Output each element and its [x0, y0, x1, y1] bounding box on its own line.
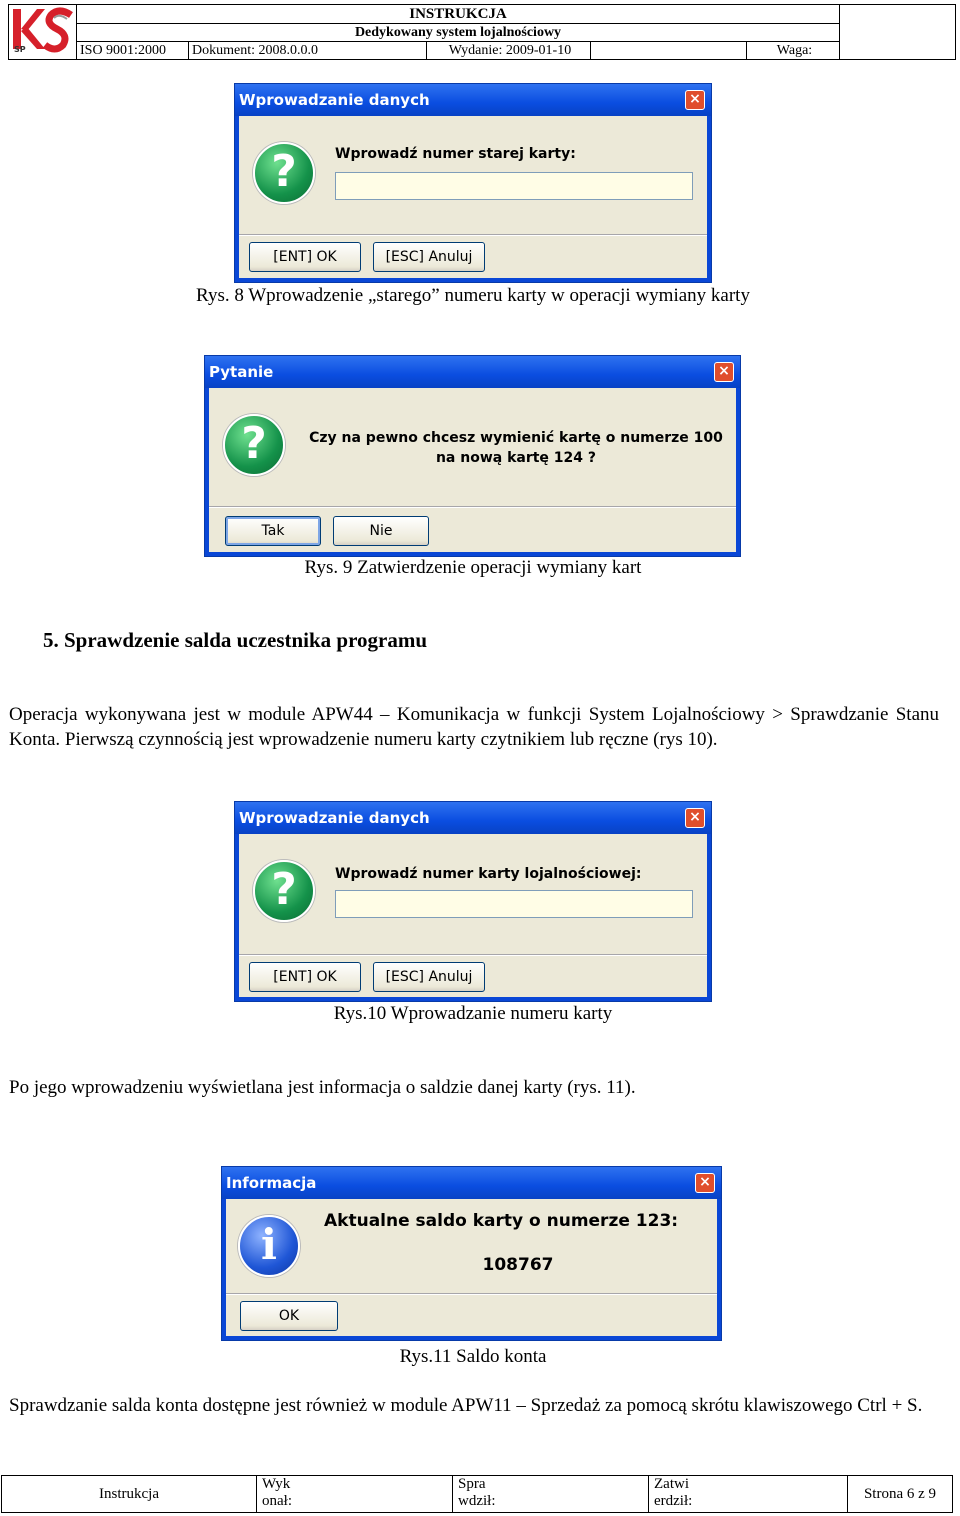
- company-logo: [9, 5, 77, 59]
- footer-approved-by: [649, 1476, 848, 1512]
- information-dialog: [221, 1166, 722, 1341]
- message-line-2: na nową kartę 124 ?: [435, 450, 597, 466]
- ok-button[interactable]: [ENT] OK: [249, 962, 361, 992]
- close-icon[interactable]: ×: [685, 808, 705, 828]
- input-dialog-old-card: [234, 83, 712, 283]
- ok-button[interactable]: [ENT] OK: [249, 242, 361, 272]
- question-dialog: [204, 355, 741, 557]
- loyalty-card-input[interactable]: [335, 890, 693, 918]
- document-title: INSTRUKCJA: [409, 6, 507, 22]
- balance-message: Aktualne saldo karty o numerze 123:: [324, 1211, 679, 1231]
- balance-value: 108767: [482, 1255, 554, 1275]
- edition-date: Wydanie: 2009-01-10: [427, 42, 591, 60]
- figure-caption-10: Rys.10 Wprowadzanie numeru karty: [333, 1003, 613, 1024]
- dialog-title: Wprowadzanie danych: [235, 802, 711, 834]
- footer-approved-line2: erdził:: [654, 1493, 693, 1509]
- document-header: [8, 4, 956, 60]
- document-subtitle: Dedykowany system lojalnościowy: [77, 23, 839, 41]
- empty-meta-cell: [591, 42, 747, 60]
- footer-performed-line1: Wyk: [262, 1476, 291, 1492]
- footer-page-number: Strona 6 z 9: [863, 1486, 937, 1502]
- dialog-title: Pytanie: [205, 356, 740, 388]
- document-meta-row: [77, 41, 839, 59]
- figure-caption-8: Rys. 8 Wprowadzenie „starego” numeru karty w operacji wymiany karty: [196, 285, 750, 306]
- dialog-body: [239, 116, 707, 278]
- cancel-button[interactable]: [ESC] Anuluj: [373, 242, 485, 272]
- logo-text: SP: [14, 45, 26, 54]
- dialog-body: [226, 1199, 717, 1336]
- paragraph-shortcut: Sprawdzanie salda konta dostępne jest również w module APW11 – Sprzedaż za pomocą skrótu klawiszowego Ctrl + S.: [9, 1395, 923, 1416]
- dialog-prompt: Wprowadź numer karty lojalnościowej:: [335, 866, 642, 882]
- close-icon[interactable]: ×: [685, 90, 705, 110]
- message-line-1: Czy na pewno chcesz wymienić kartę o numerze 100: [309, 430, 723, 446]
- separator: [239, 954, 707, 956]
- cancel-button[interactable]: [ESC] Anuluj: [373, 962, 485, 992]
- close-icon[interactable]: ×: [714, 362, 734, 382]
- dialog-title: Wprowadzanie danych: [235, 84, 711, 116]
- close-icon[interactable]: ×: [695, 1173, 715, 1193]
- header-empty-cell: [839, 5, 955, 59]
- ok-button[interactable]: OK: [240, 1301, 338, 1331]
- section-heading: 5. Sprawdzenie salda uczestnika programu: [43, 628, 428, 652]
- footer-doc-type: Instrukcja: [2, 1476, 257, 1512]
- no-button[interactable]: Nie: [333, 516, 429, 546]
- question-icon: ?: [253, 860, 315, 922]
- card-number-input[interactable]: [335, 172, 693, 200]
- weight-label: Waga:: [776, 43, 813, 58]
- paragraph-operation: Operacja wykonywana jest w module APW44 – Komunikacja w funkcji System Lojalnościowy > Sprawdzanie Stanu Konta. Pierwszą czynnością jest wprowadzenie numeru karty czytnikiem lub ręczne (rys 10).: [9, 704, 939, 750]
- input-dialog-loyalty-card: [234, 801, 712, 1002]
- iso-standard: ISO 9001:2000: [77, 42, 189, 60]
- separator: [209, 506, 736, 508]
- separator: [239, 234, 707, 236]
- dialog-body: [209, 388, 736, 552]
- dialog-prompt: Wprowadź numer starej karty:: [335, 146, 576, 162]
- document-footer: [1, 1475, 953, 1513]
- dialog-message: [301, 428, 731, 468]
- footer-approved-line1: Zatwi: [654, 1476, 689, 1492]
- footer-checked-line2: wdził:: [458, 1493, 496, 1509]
- question-icon: ?: [253, 142, 315, 204]
- footer-checked-by: [453, 1476, 649, 1512]
- figure-caption-11: Rys.11 Saldo konta: [399, 1346, 547, 1367]
- dialog-title: Informacja: [222, 1167, 721, 1199]
- dialog-body: [239, 834, 707, 997]
- separator: [226, 1293, 717, 1295]
- info-icon: i: [238, 1215, 300, 1277]
- figure-caption-9: Rys. 9 Zatwierdzenie operacji wymiany kart: [304, 557, 642, 578]
- yes-button[interactable]: Tak: [225, 516, 321, 546]
- footer-performed-line2: onał:: [262, 1493, 292, 1509]
- footer-performed-by: [257, 1476, 453, 1512]
- paragraph-result: Po jego wprowadzeniu wyświetlana jest informacja o saldzie danej karty (rys. 11).: [9, 1077, 636, 1098]
- document-number: Dokument: 2008.0.0.0: [189, 42, 427, 60]
- footer-checked-line1: Spra: [458, 1476, 486, 1492]
- question-icon: ?: [223, 414, 285, 476]
